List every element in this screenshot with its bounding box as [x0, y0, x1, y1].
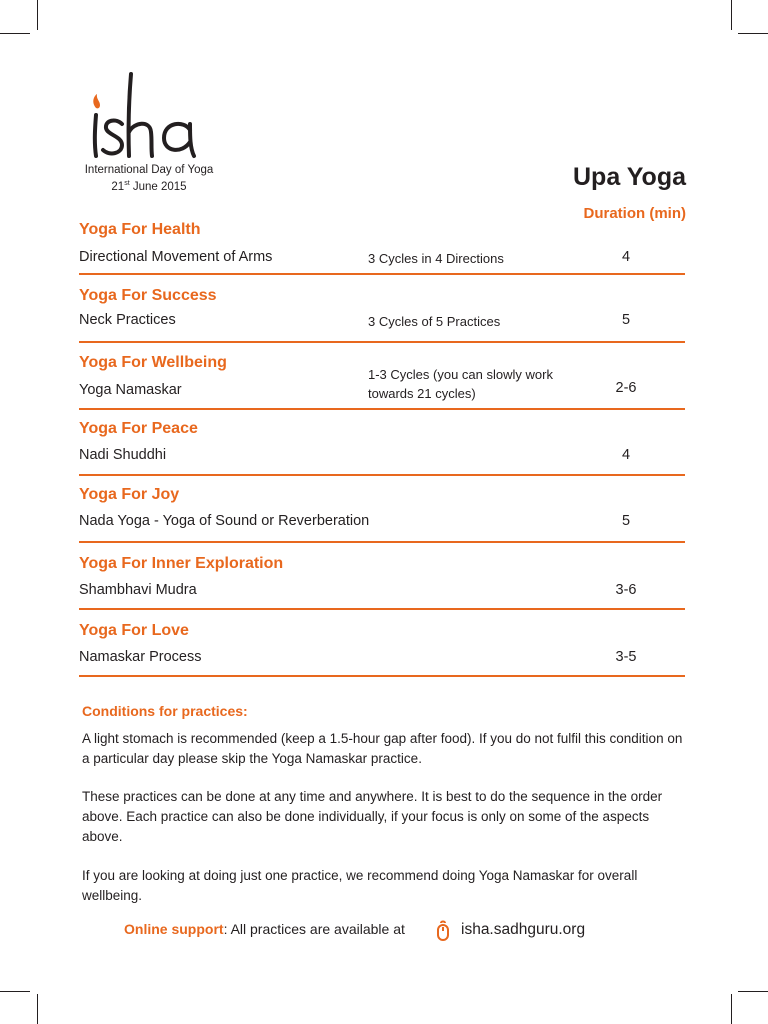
conditions-paragraph: If you are looking at doing just one practice, we recommend doing Yoga Namaskar for overall wellbeing.: [82, 868, 638, 903]
crop-mark: [37, 994, 38, 1024]
crop-mark: [731, 994, 732, 1024]
practice-block-peace: [79, 420, 685, 478]
section-divider: [79, 608, 685, 610]
practice-block-success: [79, 287, 685, 345]
practice-block-love: [79, 622, 685, 680]
practice-block-inner-exploration: [79, 555, 685, 613]
practice-name: Nada Yoga - Yoga of Sound or Reverberation: [79, 513, 370, 529]
section-divider: [79, 541, 685, 543]
practice-duration: 4: [621, 447, 631, 463]
practice-block-wellbeing: [79, 354, 685, 412]
practice-note: 1-3 Cycles (you can slowly work towards 21 cycles): [368, 367, 553, 401]
practice-duration: 3-5: [615, 649, 637, 665]
section-divider: [79, 474, 685, 476]
practice-block-health: [79, 221, 685, 277]
support-url-link[interactable]: isha.sadhguru.org: [461, 921, 586, 938]
conditions-paragraph: A light stomach is recommended (keep a 1.5-hour gap after food). If you do not fulfil this condition on a particular day please skip the Yoga Namaskar practice.: [82, 731, 683, 766]
conditions-paragraph: These practices can be done at any time and anywhere. It is best to do the sequence in the order above. Each practice can also be done individually, if your focus is only on some of the aspects above.: [82, 789, 663, 844]
event-date: [78, 177, 220, 194]
event-name: International Day of Yoga: [84, 164, 214, 176]
practice-duration: 5: [621, 312, 631, 328]
practice-name: Yoga Namaskar: [79, 382, 182, 398]
section-heading: Yoga For Health: [79, 221, 201, 238]
practice-name: Namaskar Process: [79, 649, 202, 665]
practice-name: Directional Movement of Arms: [79, 249, 273, 265]
crop-mark: [738, 33, 768, 34]
section-divider: [79, 341, 685, 343]
practice-note: 3 Cycles in 4 Directions: [368, 251, 504, 266]
practice-duration: 2-6: [615, 380, 637, 396]
isha-logo: [78, 68, 228, 160]
section-heading: Yoga For Wellbeing: [79, 354, 227, 371]
event-caption: [78, 163, 220, 194]
section-divider: [79, 408, 685, 410]
practice-block-joy: [79, 486, 685, 544]
duration-column-header: Duration (min): [583, 205, 686, 222]
practice-duration: 4: [621, 249, 631, 265]
conditions-heading: Conditions for practices:: [82, 703, 248, 719]
practice-name: Neck Practices: [79, 312, 176, 328]
online-support: [124, 921, 586, 938]
online-support-label: Online support: [124, 921, 224, 937]
section-heading: Yoga For Peace: [79, 420, 198, 437]
crop-mark: [738, 991, 768, 992]
isha-logo-mark: [78, 68, 208, 160]
practice-name: Shambhavi Mudra: [79, 582, 197, 598]
event-date-rest: June 2015: [132, 180, 187, 193]
section-divider: [79, 675, 685, 677]
practice-duration: 3-6: [615, 582, 637, 598]
event-date-suffix: st: [124, 180, 130, 187]
practice-name: Nadi Shuddhi: [79, 447, 167, 463]
practice-note: 3 Cycles of 5 Practices: [368, 314, 501, 329]
online-support-text: : All practices are available at: [223, 921, 405, 937]
section-divider: [79, 273, 685, 275]
page-title: Upa Yoga: [573, 163, 686, 191]
section-heading: Yoga For Success: [79, 287, 217, 304]
section-heading: Yoga For Love: [79, 622, 189, 639]
crop-mark: [0, 33, 30, 34]
crop-mark: [37, 0, 38, 30]
crop-mark: [0, 991, 30, 992]
section-heading: Yoga For Joy: [79, 486, 180, 503]
section-heading: Yoga For Inner Exploration: [79, 555, 284, 572]
crop-mark: [731, 0, 732, 30]
event-date-day: 21: [111, 180, 125, 193]
mouse-icon: [432, 920, 454, 945]
practice-duration: 5: [621, 513, 631, 529]
